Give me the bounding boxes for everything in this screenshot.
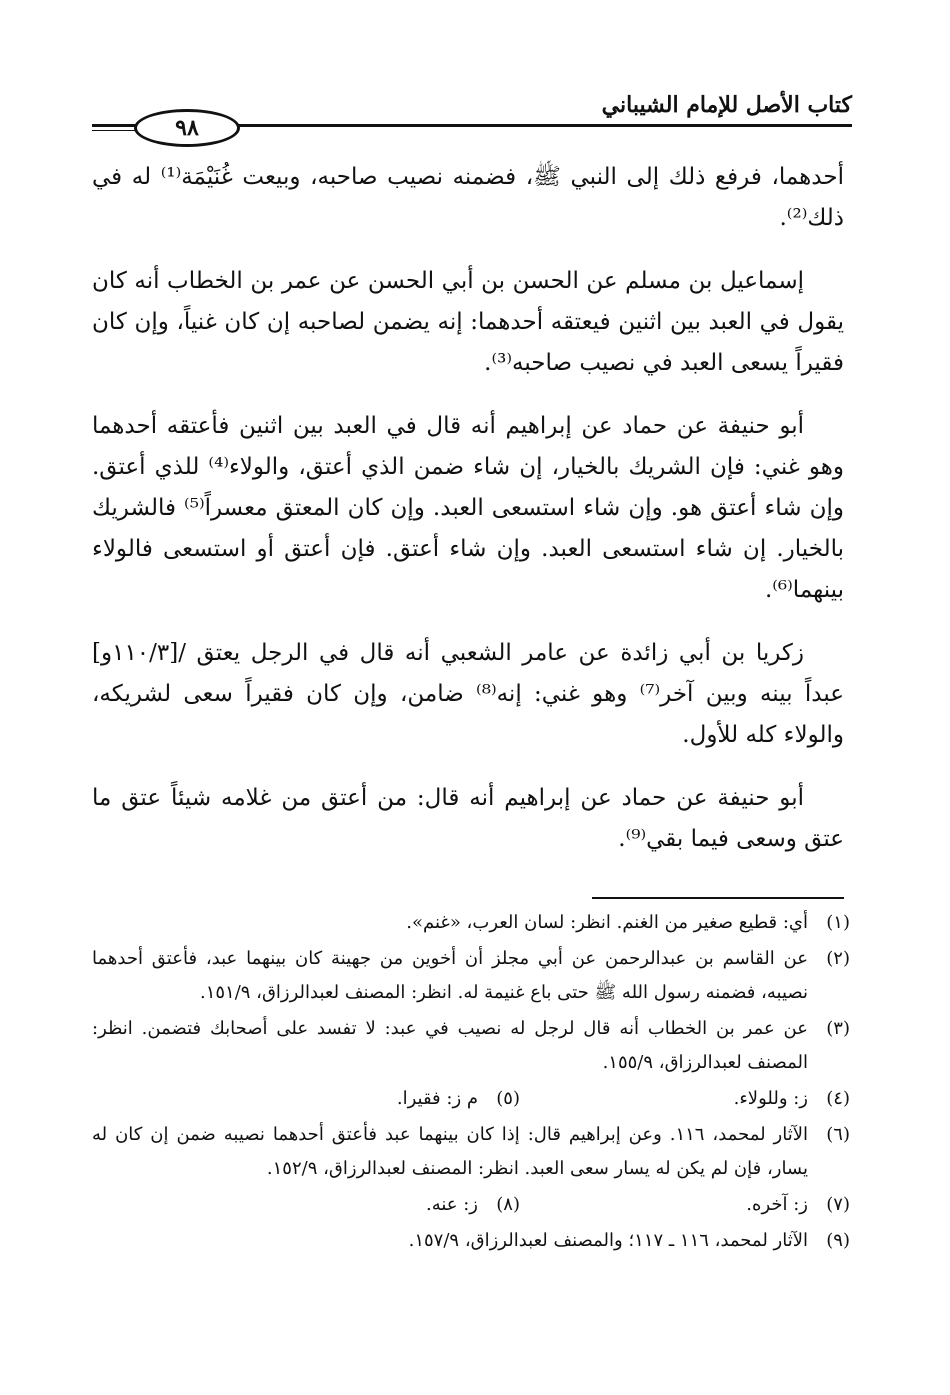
footnote-number: (١) [826,912,850,933]
footnote-text: الآثار لمحمد، ١١٦. وعن إبراهيم قال: إذا كان بينهما عبد فأعتق أحدهما نصيبه ضمن إن كان له يسار، فإن لم يكن له يسار سعى العبد. انظر: المصنف لعبدالرزاق، ١٥٢/٩. [92,1124,808,1179]
paragraph-2: إسماعيل بن مسلم عن الحسن بن أبي الحسن عن عمر بن الخطاب أنه كان يقول في العبد بين اثنين فيعتقه أحدهما: إنه يضمن لصاحبه إن كان غنياً، وإن كان فقيراً يسعى العبد في نصيب صاحبه⁽³⁾. [92,268,844,376]
paragraph-1: أحدهما، فرفع ذلك إلى النبي ﷺ، فضمنه نصيب صاحبه، وبيعت غُنَيْمَة⁽¹⁾ له في ذلك⁽²⁾. [92,164,844,231]
footnote-text: ز: وللولاء. [733,1088,808,1109]
footnote-text: ز: آخره. [746,1194,808,1215]
book-title: كتاب الأصل للإمام الشيباني [601,92,852,118]
footnote-text: الآثار لمحمد، ١١٦ ـ ١١٧؛ والمصنف لعبدالرزاق، ١٥٧/٩. [408,1230,808,1251]
footnote-text: أي: قطيع صغير من الغنم. انظر: لسان العرب، «غنم». [406,912,808,933]
paragraph-3: أبو حنيفة عن حماد عن إبراهيم أنه قال في العبد بين اثنين فأعتقه أحدهما وهو غني: فإن الشريك بالخيار، إن شاء ضمن الذي أعتق، والولاء⁽⁴⁾ للذي أعتق. وإن شاء أعتق هو. وإن شاء استسعى العبد. وإن كان المعتق معسراً⁽⁵⁾ فالشريك بالخيار. إن شاء استسعى العبد. وإن شاء أعتق. فإن أعتق أو استسعى فالولاء بينهما⁽⁶⁾. [92,413,845,603]
footnote-7 [520,1188,850,1222]
footnote-5 [190,1082,520,1116]
footnote-4 [520,1082,850,1116]
footnote-text: عن القاسم بن عبدالرحمن عن أبي مجلز أن أخوين من جهينة كان بينهما عبد، فأعتق أحدهما نصيبه، فضمنه رسول الله ﷺ حتى باع غنيمة له. انظر: المصنف لعبدالرزاق، ١٥١/٩. [92,948,808,1003]
page-number: ٩٨ [134,109,240,147]
footnote-number: (٢) [826,948,850,969]
footnote-number: (٨) [496,1194,520,1215]
footnote-number: (٩) [826,1230,850,1251]
footnote-separator [592,897,844,899]
footnote-number: (٧) [826,1194,850,1215]
footnote-number: (٣) [826,1018,850,1039]
footnote-3 [92,1012,850,1080]
footnote-number: (٤) [826,1088,850,1109]
footnote-9 [92,1224,850,1258]
footnote-text: عن عمر بن الخطاب أنه قال لرجل له نصيب في عبد: لا تفسد على أصحابك فتضمن. انظر: المصنف لعبدالرزاق، ١٥٥/٩. [92,1018,808,1073]
paragraph-5: أبو حنيفة عن حماد عن إبراهيم أنه قال: من أعتق من غلامه شيئاً عتق ما عتق وسعى فيما بقي⁽⁹⁾. [92,785,844,852]
footnotes [92,906,850,1260]
footnote-text: ز: عنه. [425,1194,478,1215]
running-header [92,82,852,152]
paragraph-4: زكريا بن أبي زائدة عن عامر الشعبي أنه قال في الرجل يعتق /[١١٠/٣و] عبداً بينه وبين آخر⁽⁷⁾ وهو غني: إنه⁽⁸⁾ ضامن، وإن كان فقيراً سعى لشريكه، والولاء كله للأول. [92,640,845,748]
footnote-1 [92,906,850,940]
footnote-number: (٥) [496,1088,520,1109]
footnote-6 [92,1118,850,1186]
footnote-number: (٦) [826,1124,850,1145]
main-text [92,157,844,882]
footnote-row-7-8 [92,1188,850,1222]
footnote-8 [190,1188,520,1222]
footnote-2 [92,942,850,1010]
footnote-text: م ز: فقيرا. [396,1088,478,1109]
footnote-row-4-5 [92,1082,850,1116]
